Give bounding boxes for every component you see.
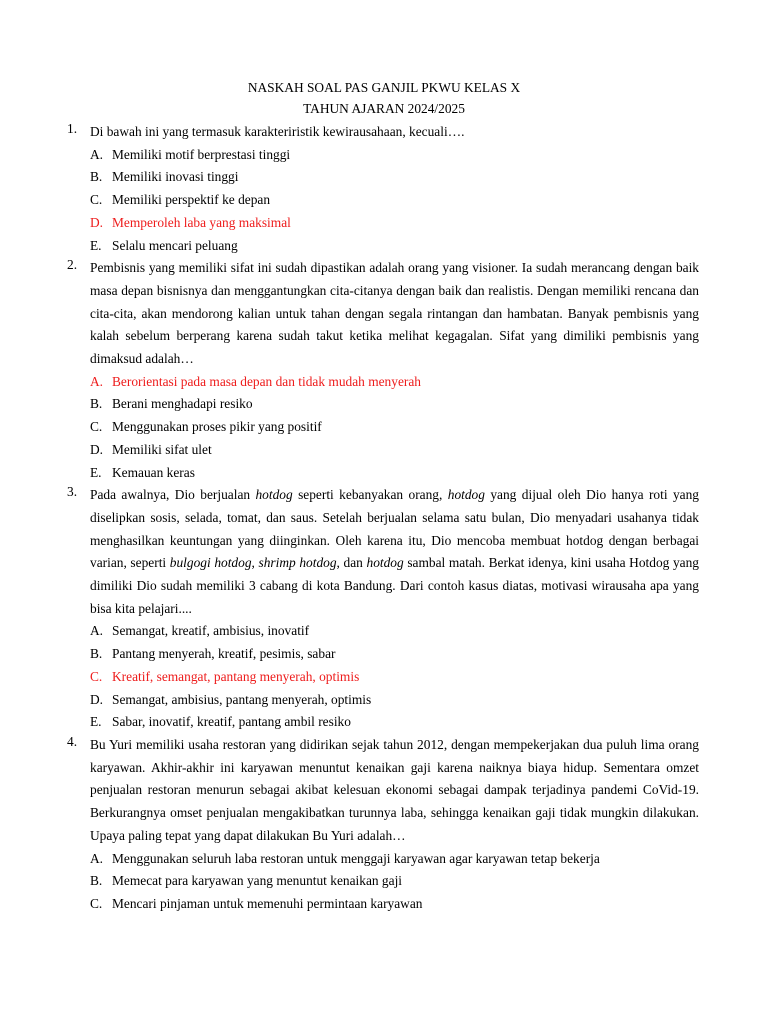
question-item: [67, 121, 699, 257]
question-text-segment: yang dijual oleh Dio hanya roti yang diselipkan sosis, selada, tomat, dan saus. Setelah berjualan selama satu bulan, Dio menyadari usahanya tidak menghasilkan keuntungan yang diinginkan. Oleh karena itu, Dio mencoba membuat hotdog dengan berbagai varian, seperti: [90, 487, 699, 571]
option-item: [90, 189, 699, 212]
question-text-segment: Di bawah ini yang termasuk karakteriristik kewirausahaan, kecuali….: [90, 124, 465, 139]
question-text-segment: seperti kebanyakan orang,: [292, 487, 448, 503]
option-text: Memecat para karyawan yang menuntut kenaikan gaji: [112, 873, 403, 889]
option-text: Pantang menyerah, kreatif, pesimis, sabar: [112, 646, 336, 662]
option-letter: B.: [90, 646, 103, 662]
option-text: Semangat, ambisius, pantang menyerah, optimis: [112, 691, 372, 707]
option-list: [90, 848, 699, 916]
option-letter: A.: [90, 146, 104, 162]
question-text-italic: hotdog: [255, 487, 293, 503]
option-text: Menggunakan proses pikir yang positif: [112, 419, 322, 435]
question-text: [90, 734, 699, 848]
option-letter: B.: [90, 873, 103, 889]
option-letter: D.: [90, 214, 104, 230]
option-text: Memiliki motif berprestasi tinggi: [112, 146, 291, 162]
option-item: [90, 711, 699, 734]
question-text: [90, 257, 699, 371]
option-text: Mencari pinjaman untuk memenuhi permintaan karyawan: [112, 895, 423, 911]
option-text: Berani menghadapi resiko: [112, 396, 253, 412]
question-text: [90, 121, 699, 144]
question-list: [67, 121, 699, 916]
option-letter: E.: [90, 714, 102, 730]
question-number: 2.: [67, 257, 78, 273]
option-text: Memperoleh laba yang maksimal: [112, 214, 291, 230]
option-letter: B.: [90, 396, 103, 412]
option-letter: A.: [90, 850, 104, 866]
option-letter: E.: [90, 237, 102, 253]
question-text-segment: , dan: [336, 555, 367, 571]
question-number: 1.: [67, 121, 78, 136]
option-text: Semangat, kreatif, ambisius, inovatif: [112, 623, 310, 639]
question-text-segment: sambal matah. Berkat idenya, kini usaha Hotdog yang dimiliki Dio sudah memiliki 3 cabang di kota Bandung. Dari contoh kasus diatas, motivasi wirausaha apa yang bisa kita pelajari....: [90, 555, 700, 616]
option-item-correct: [90, 666, 699, 689]
option-text: Selalu mencari peluang: [112, 237, 238, 253]
option-letter: C.: [90, 668, 103, 684]
option-text: Memiliki perspektif ke depan: [112, 192, 271, 208]
question-item: [67, 734, 699, 916]
question-text-segment: Pada awalnya, Dio berjualan: [90, 487, 256, 503]
option-item: [90, 893, 699, 916]
option-letter: A.: [90, 623, 104, 639]
question-text-segment: Pembisnis yang memiliki sifat ini sudah dipastikan adalah orang yang visioner. Ia sudah merancang dengan baik masa depan bisnisnya dan menggantungkan cita-citanya dengan baik dan realistis. Dengan memiliki rencana dan cita-cita, akan mendorong kalian untuk tahan dengan segala rintangan dan hambatan. Banyak pembisnis yang kalah sebelum berperang karena sudah takut ketika melihat kegagalan. Sifat yang dimiliki pembisnis yang dimaksud adalah…: [90, 260, 699, 367]
option-list: [90, 620, 699, 734]
question-text-italic: hotdog: [366, 555, 404, 571]
option-letter: C.: [90, 192, 103, 208]
option-item: [90, 439, 699, 462]
option-text: Sabar, inovatif, kreatif, pantang ambil resiko: [112, 714, 351, 730]
option-item: [90, 643, 699, 666]
option-item: [90, 144, 699, 167]
option-letter: B.: [90, 169, 103, 185]
option-item: [90, 416, 699, 439]
document-title: [0, 77, 768, 119]
question-text-italic: hotdog: [447, 487, 485, 503]
option-item: [90, 166, 699, 189]
option-item: [90, 620, 699, 643]
option-text: Menggunakan seluruh laba restoran untuk menggaji karyawan agar karyawan tetap bekerja: [112, 850, 600, 866]
question-number: 3.: [67, 484, 78, 500]
title-line-2: TAHUN AJARAN 2024/2025: [303, 101, 465, 116]
option-item: [90, 462, 699, 485]
option-item: [90, 235, 699, 258]
option-letter: C.: [90, 895, 103, 911]
option-item: [90, 393, 699, 416]
option-item: [90, 689, 699, 712]
question-text-italic: bulgogi hotdog: [169, 555, 252, 571]
option-letter: D.: [90, 441, 104, 457]
question-item: [67, 484, 699, 734]
question-item: [67, 257, 699, 484]
option-item-correct: [90, 212, 699, 235]
question-text: [90, 484, 699, 620]
question-text-italic: shrimp hotdog: [258, 555, 337, 571]
option-list: [90, 144, 699, 258]
option-list: [90, 371, 699, 485]
option-item: [90, 870, 699, 893]
option-letter: D.: [90, 691, 104, 707]
option-text: Memiliki inovasi tinggi: [112, 169, 239, 185]
option-letter: A.: [90, 373, 104, 389]
title-line-1: NASKAH SOAL PAS GANJIL PKWU KELAS X: [247, 80, 521, 95]
option-text: Kemauan keras: [112, 464, 195, 480]
option-item-correct: [90, 371, 699, 394]
option-text: Memiliki sifat ulet: [112, 441, 212, 457]
option-text: Kreatif, semangat, pantang menyerah, optimis: [112, 668, 360, 684]
question-text-segment: Bu Yuri memiliki usaha restoran yang didirikan sejak tahun 2012, dengan mempekerjakan dua puluh lima orang karyawan. Akhir-akhir ini karyawan menuntut kenaikan gaji karena naiknya biaya hidup. Sementara omzet penjualan restoran menurun sebagai akibat kelesuan ekonomi sebagai dampak terjadinya pandemi CoVid-19. Berkurangnya omset penjualan mengakibatkan turunnya laba, sehingga kenaikan gaji tidak mungkin dilakukan. Upaya paling tepat yang dapat dilakukan Bu Yuri adalah…: [90, 736, 699, 843]
option-text: Berorientasi pada masa depan dan tidak mudah menyerah: [112, 373, 421, 389]
option-letter: E.: [90, 464, 102, 480]
option-letter: C.: [90, 419, 103, 435]
question-number: 4.: [67, 733, 78, 749]
option-item: [90, 848, 699, 871]
question-text-segment: ,: [251, 555, 259, 571]
